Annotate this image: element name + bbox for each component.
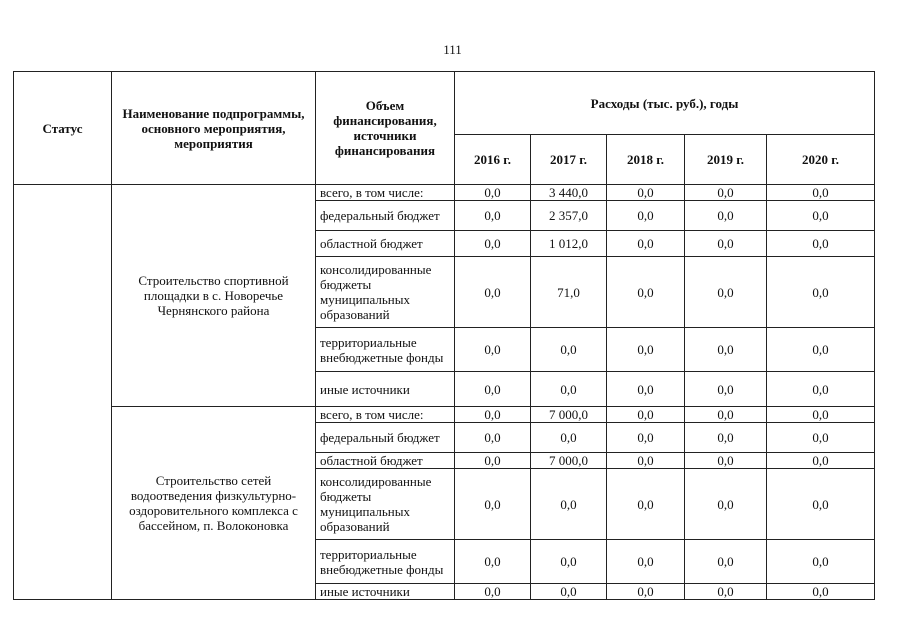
value-cell: 0,0 — [455, 540, 531, 584]
value-cell: 0,0 — [767, 453, 875, 469]
value-cell: 0,0 — [607, 584, 685, 600]
value-cell: 0,0 — [685, 453, 767, 469]
value-cell: 0,0 — [685, 407, 767, 423]
value-cell: 0,0 — [767, 328, 875, 372]
source-label: всего, в том числе: — [316, 407, 455, 423]
value-cell: 0,0 — [607, 469, 685, 540]
value-cell: 0,0 — [685, 584, 767, 600]
value-cell: 0,0 — [455, 185, 531, 201]
value-cell: 0,0 — [531, 372, 607, 407]
value-cell: 1 012,0 — [531, 231, 607, 257]
value-cell: 0,0 — [607, 423, 685, 453]
value-cell: 0,0 — [767, 407, 875, 423]
value-cell: 7 000,0 — [531, 453, 607, 469]
header-expenses: Расходы (тыс. руб.), годы — [455, 72, 875, 135]
source-label: консолидированные бюджеты муниципальных образований — [316, 469, 455, 540]
value-cell: 0,0 — [685, 231, 767, 257]
budget-table — [13, 71, 875, 600]
value-cell: 0,0 — [607, 231, 685, 257]
value-cell: 0,0 — [767, 423, 875, 453]
source-label: федеральный бюджет — [316, 201, 455, 231]
source-label: консолидированные бюджеты муниципальных образований — [316, 257, 455, 328]
value-cell: 0,0 — [607, 257, 685, 328]
event-name: Строительство сетей водоотведения физкультурно-оздоровительного комплекса с бассейном, п. Волоконовка — [112, 407, 316, 600]
value-cell: 71,0 — [531, 257, 607, 328]
value-cell: 0,0 — [685, 423, 767, 453]
header-year: 2020 г. — [767, 135, 875, 185]
value-cell: 0,0 — [685, 540, 767, 584]
value-cell: 0,0 — [455, 372, 531, 407]
value-cell: 0,0 — [455, 453, 531, 469]
page-number: 111 — [443, 42, 462, 57]
value-cell: 0,0 — [531, 423, 607, 453]
table-row — [14, 407, 875, 423]
value-cell: 0,0 — [607, 372, 685, 407]
value-cell: 0,0 — [767, 584, 875, 600]
value-cell: 0,0 — [685, 469, 767, 540]
table-row — [14, 185, 875, 201]
source-label: областной бюджет — [316, 231, 455, 257]
source-label: иные источники — [316, 372, 455, 407]
source-label: областной бюджет — [316, 453, 455, 469]
value-cell: 0,0 — [455, 201, 531, 231]
value-cell: 0,0 — [607, 201, 685, 231]
header-source: Объем финансирования, источники финансирования — [316, 72, 455, 185]
header-name: Наименование подпрограммы, основного мероприятия, мероприятия — [112, 72, 316, 185]
value-cell: 0,0 — [685, 328, 767, 372]
value-cell: 0,0 — [607, 540, 685, 584]
value-cell: 0,0 — [767, 540, 875, 584]
source-label: иные источники — [316, 584, 455, 600]
value-cell: 0,0 — [767, 372, 875, 407]
value-cell: 0,0 — [607, 407, 685, 423]
value-cell: 0,0 — [685, 257, 767, 328]
value-cell: 0,0 — [685, 372, 767, 407]
value-cell: 0,0 — [531, 469, 607, 540]
status-cell — [14, 185, 112, 600]
event-name: Строительство спортивной площадки в с. Новоречье Чернянского района — [112, 185, 316, 407]
value-cell: 0,0 — [767, 257, 875, 328]
value-cell: 2 357,0 — [531, 201, 607, 231]
value-cell: 0,0 — [607, 185, 685, 201]
header-year: 2016 г. — [455, 135, 531, 185]
value-cell: 0,0 — [455, 469, 531, 540]
header-year: 2017 г. — [531, 135, 607, 185]
value-cell: 0,0 — [531, 584, 607, 600]
value-cell: 0,0 — [531, 328, 607, 372]
source-label: всего, в том числе: — [316, 185, 455, 201]
header-year: 2018 г. — [607, 135, 685, 185]
value-cell: 0,0 — [767, 185, 875, 201]
source-label: федеральный бюджет — [316, 423, 455, 453]
value-cell: 0,0 — [767, 201, 875, 231]
source-label: территориальные внебюджетные фонды — [316, 328, 455, 372]
value-cell: 0,0 — [455, 407, 531, 423]
value-cell: 0,0 — [685, 201, 767, 231]
value-cell: 0,0 — [455, 257, 531, 328]
value-cell: 0,0 — [767, 469, 875, 540]
value-cell: 0,0 — [767, 231, 875, 257]
value-cell: 0,0 — [455, 423, 531, 453]
value-cell: 7 000,0 — [531, 407, 607, 423]
value-cell: 0,0 — [455, 231, 531, 257]
value-cell: 0,0 — [531, 540, 607, 584]
value-cell: 0,0 — [455, 584, 531, 600]
header-status: Статус — [14, 72, 112, 185]
value-cell: 0,0 — [685, 185, 767, 201]
value-cell: 3 440,0 — [531, 185, 607, 201]
value-cell: 0,0 — [607, 453, 685, 469]
value-cell: 0,0 — [455, 328, 531, 372]
value-cell: 0,0 — [607, 328, 685, 372]
header-year: 2019 г. — [685, 135, 767, 185]
source-label: территориальные внебюджетные фонды — [316, 540, 455, 584]
